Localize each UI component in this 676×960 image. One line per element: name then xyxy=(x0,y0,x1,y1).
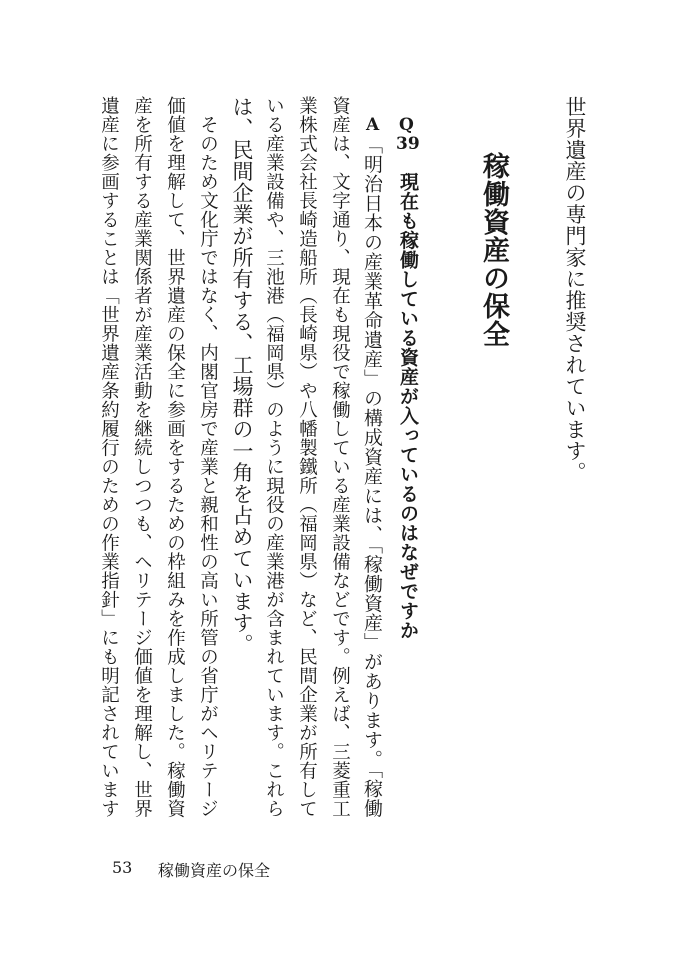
running-title: 稼働資産の保全 xyxy=(158,861,271,880)
answer-label: A xyxy=(366,115,380,135)
answer-line-1: 「明治日本の産業革命遺産」の構成資産には、「稼働資産」があります。「稼働 xyxy=(361,135,383,818)
answer-line-4: いる産業設備や、三池港（福岡県）のように現役の産業港が含まれています。これら xyxy=(263,96,285,818)
answer-line-9: 遺産に参画することは「世界遺産条約履行のための作業指針」にも明記されています xyxy=(98,96,120,818)
question-text: 現在も稼働している資産が入っているのはなぜですか xyxy=(397,172,419,640)
answer-line-7: 価値を理解して、世界遺産の保全に参画をするための枠組みを作成しました。稼働資 xyxy=(164,96,186,818)
answer-line-3: 業株式会社長崎造船所（長崎県）や八幡製鐵所（福岡県）など、民間企業が所有して xyxy=(296,96,318,818)
section-title: 稼働資産の保全 xyxy=(478,152,509,348)
page-number: 53 xyxy=(112,858,133,877)
answer-line-6: そのため文化庁ではなく、内閣官房で産業と親和性の高い所管の省庁がヘリテージ xyxy=(197,96,219,818)
answer-line-2: 資産は、文字通り、現在も現役で稼働している産業設備などです。例えば、三菱重工 xyxy=(329,96,351,818)
answer-line-5: は、民間企業が所有する、工場群の一角を占めています。 xyxy=(230,96,254,655)
question-label-number: 39 xyxy=(396,134,420,154)
continued-text-column: 世界遺産の専門家に推奨されています。 xyxy=(563,96,587,483)
question-label-q: Q xyxy=(399,115,414,135)
answer-line-8: 産を所有する産業関係者が産業活動を継続しつつも、ヘリテージ価値を理解し、世界 xyxy=(131,96,153,818)
